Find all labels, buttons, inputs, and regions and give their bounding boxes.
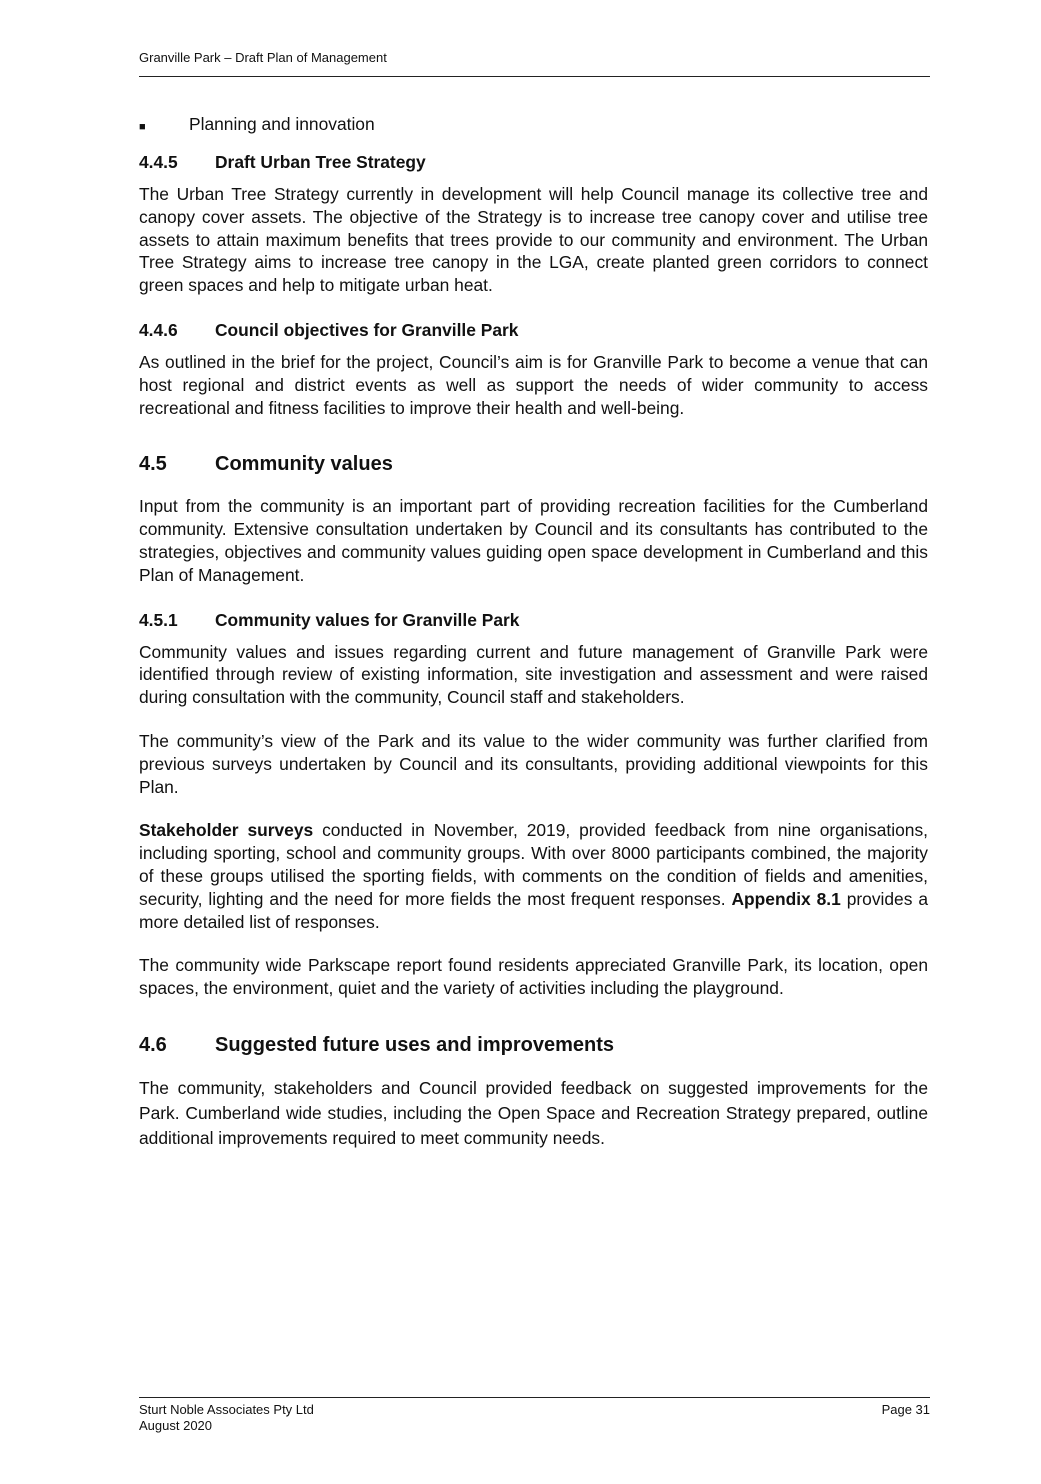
paragraph-future-uses: The community, stakeholders and Council provided feedback on suggested improvements for the Park. Cumberland wide studies, including the Open Space and Recreation Strategy prepared, outline additional improvements required to meet community needs. — [139, 1077, 928, 1148]
bullet-square-icon: ■ — [139, 121, 146, 133]
footer-company: Sturt Noble Associates Pty Ltd — [139, 1402, 314, 1417]
bullet-item — [139, 113, 928, 139]
paragraph-parkscape: The community wide Parkscape report found residents appreciated Granville Park, its location, open spaces, the environment, quiet and the variety of activities including the playground. — [139, 955, 928, 999]
header-divider — [139, 76, 930, 77]
paragraph-community-view: The community’s view of the Park and its value to the wider community was further clarified from previous surveys undertaken by Council and its consultants, providing additional viewpoints for this Plan. — [139, 730, 928, 797]
paragraph-stakeholder-surveys: Stakeholder surveys conducted in November, 2019, provided feedback from nine organisations, including sporting, school and community groups. With over 8000 participants combined, the majority of these groups utilised the sporting fields, with comments on the condition of fields and amenities, security, lighting and the need for more fields the most frequent responses. Appendix 8.1 provides a more detailed list of responses. — [139, 820, 928, 932]
paragraph-council-objectives: As outlined in the brief for the project, Council’s aim is for Granville Park to become a venue that can host regional and district events as well as support the needs of wider community to access recreational and fitness facilities to improve their health and well-being. — [139, 351, 928, 418]
paragraph-urban-tree: The Urban Tree Strategy currently in development will help Council manage its collective tree and canopy cover assets. The objective of the Strategy is to increase tree canopy cover and utilise tree assets to attain maximum benefits that trees provide to our community and environment. The Urban Tree Strategy aims to increase tree canopy in the LGA, create planted green corridors to connect green spaces and help to mitigate urban heat. — [139, 184, 928, 296]
footer-date: August 2020 — [139, 1418, 213, 1433]
running-header: Granville Park – Draft Plan of Management — [139, 50, 387, 65]
heading-4-4-6: 4.4.6 Council objectives for Granville Park — [139, 319, 519, 340]
page-content — [139, 113, 928, 1172]
footer-divider — [139, 1397, 930, 1398]
footer-left — [139, 1402, 314, 1434]
heading-4-6: 4.6 Suggested future uses and improvements — [139, 1033, 614, 1056]
heading-4-4-5: 4.4.5 Draft Urban Tree Strategy — [139, 152, 426, 172]
paragraph-community-values: Input from the community is an important part of providing recreation facilities for the Cumberland community. Extensive consultation undertaken by Council and its consultants has contributed to the strategies, objectives and community values guiding open space development in Cumberland and this Plan of Management. — [139, 496, 928, 585]
heading-4-5-1: 4.5.1 Community values for Granville Park — [139, 609, 520, 630]
paragraph-values-issues: Community values and issues regarding current and future management of Granville Park were identified through review of existing information, site investigation and assessment and were raised during consultation with the community, Council staff and stakeholders. — [139, 641, 928, 708]
page-number: Page 31 — [881, 1402, 930, 1417]
heading-4-5: 4.5 Community values — [139, 453, 393, 476]
bullet-text: Planning and innovation — [189, 114, 375, 134]
